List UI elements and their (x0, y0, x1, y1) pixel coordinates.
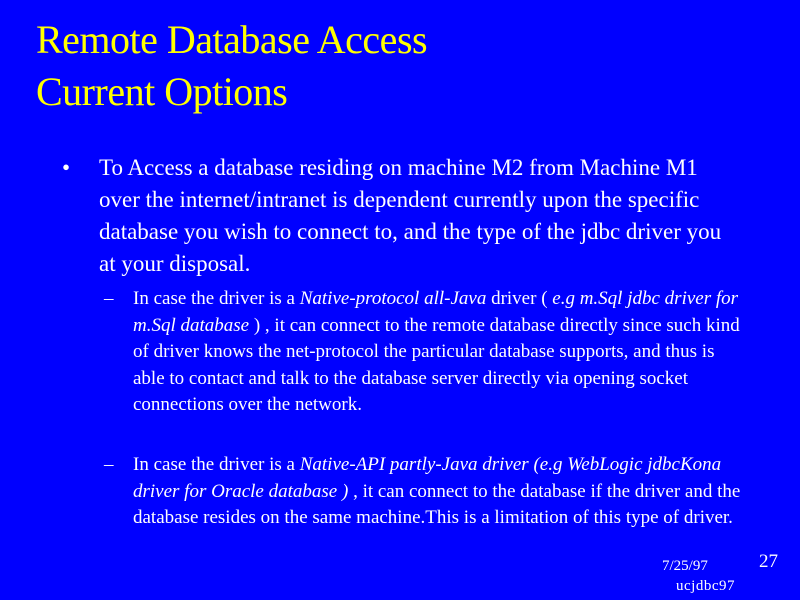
title-line-1: Remote Database Access (36, 17, 428, 62)
slide-title (36, 14, 427, 118)
sub-bullet-marker: – (104, 288, 114, 309)
sub-bullet-text-part: , it can connect to the database if the driver and the database resides on the same machine.This is a limitation of this type of driver. (133, 480, 741, 529)
main-bullet (62, 152, 722, 280)
title-line-2: Current Options (36, 69, 288, 114)
sub-bullet-emphasis: e.g m.Sql jdbc driver for m.Sql database (133, 288, 739, 336)
sub-bullet-native-protocol (104, 286, 744, 419)
sub-bullet-text-part: In case the driver is a (133, 288, 300, 309)
sub-bullet-marker: – (104, 454, 114, 475)
footer-date: 7/25/97 (662, 558, 708, 574)
sub-bullet-text-part: ) , it can connect to the remote database directly since such kind of driver knows the net-protocol the particular database supports, and thus is able to contact and talk to the database server directly via opening socket connections over the network. (133, 314, 740, 416)
bullet-marker: • (62, 155, 71, 180)
sub-bullet-text (133, 286, 744, 419)
sub-bullet-text-part: driver ( (486, 288, 553, 309)
sub-bullet-emphasis: Native-protocol all-Java (299, 288, 487, 309)
footer-id: ucjdbc97 (676, 578, 735, 594)
sub-bullet-text-part: In case the driver is a (133, 454, 300, 475)
sub-bullet-text (133, 452, 744, 532)
main-bullet-text: To Access a database residing on machine M2 from Machine M1 over the internet/intranet is dependent currently upon the specific database you wish to connect to, and the type of the jdbc driver you at your disposal. (99, 155, 722, 276)
page-number: 27 (759, 551, 778, 572)
sub-bullet-emphasis: Native-API partly-Java driver (e.g WebLogic jdbcKona driver for Oracle database ) (133, 454, 722, 502)
sub-bullet-native-api (104, 452, 744, 532)
